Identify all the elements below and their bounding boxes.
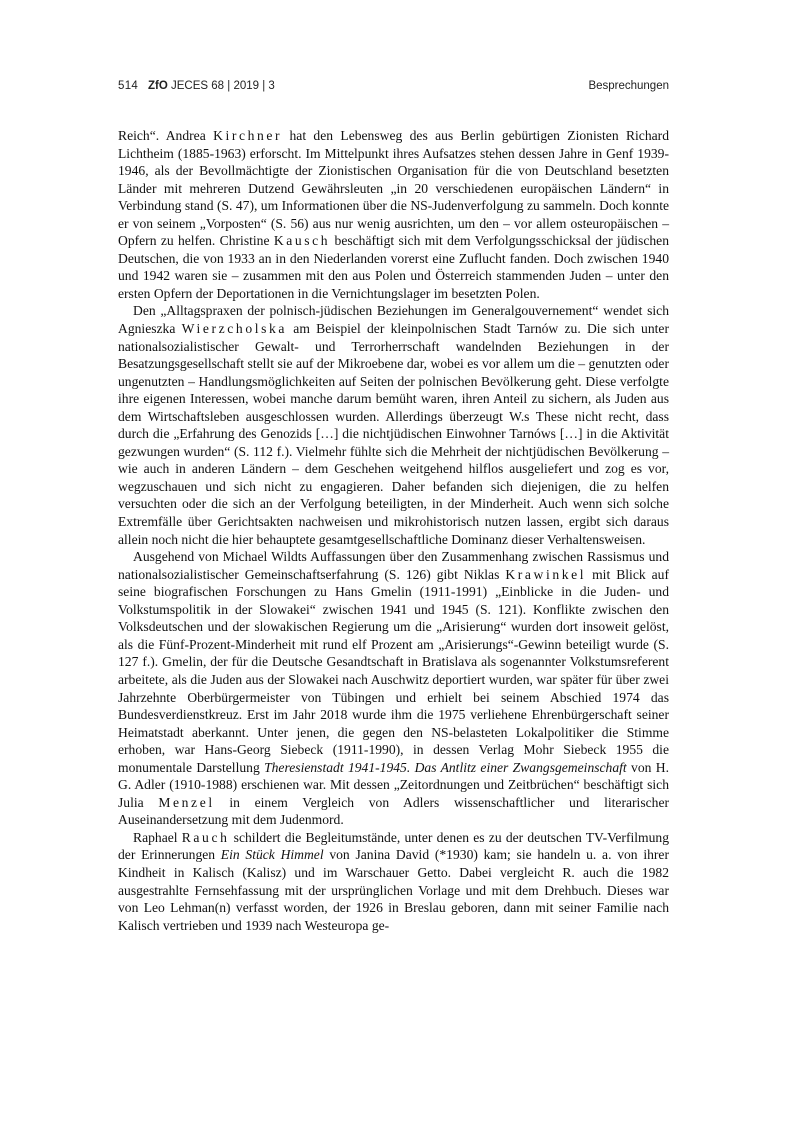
text-run: Reich“. Andrea	[118, 128, 214, 143]
section-title: Besprechungen	[588, 80, 669, 92]
author-name: Krawinkel	[505, 566, 587, 582]
text-run: von Janina David (*1930) kam; sie handeln u. a. von ihrer Kindheit in Kalisch (Kalisz) und im Warschauer Getto. Dabei vergleicht R. auch die 1982 ausgestrahlte Fernsehfassung mit der ursprünglichen Vorlage und mit dem Drehbuch. Dieses war von Leo Lehman(n) verfasst worden, der 1926 in Breslau geboren, dann mit seiner Familie nach Kalisch vertrieben und 1939 nach Westeuropa ge-	[118, 847, 669, 933]
text-run: von H. G. Adler (1910-1988) erschienen war. Mit dessen „Zeitordnungen und Zeitbrüchen“ beschäftigt sich Julia	[118, 759, 669, 810]
author-name: Kausch	[273, 233, 331, 249]
running-head	[118, 80, 669, 96]
paragraph-1	[118, 127, 669, 302]
author-name: Wierzcholska	[181, 321, 288, 337]
text-run: Ausgehend von Michael Wildts Auffassungen über den Zusammenhang zwischen Rassismus und nationalsozialistischer Gemeinschaftserfahrung (S. 126) gibt Niklas	[118, 549, 669, 582]
work-title: Theresienstadt 1941-1945. Das Antlitz einer Zwangsgemeinschaft	[264, 759, 627, 775]
paragraph-3	[118, 548, 669, 829]
text-run: Den „Alltagspraxen der polnisch-jüdischen Beziehungen im Generalgouvernement“ wendet sich Agnieszka	[118, 303, 669, 337]
text-run: mit Blick auf seine biografischen Forschungen zu Hans Gmelin (1911-1991) „Einblicke in die Juden- und Volkstumspolitik in der Slowakei“ zwischen 1941 und 1945 (S. 121). Konflikte zwischen den Volksdeutschen und der slowakischen Regierung um die „Arisierung“ wurden dort insoweit gelöst, als die Fünf-Prozent-Minderheit mit rund elf Prozent am „Arisierungs“-Gewinn beteiligt wurde (S. 127 f.). Gmelin, der für die Deutsche Gesandtschaft in Bratislava als sogenannter Volkstumsreferent arbeitete, als die Juden aus der Slowakei nach Auschwitz deportiert wurden, war später für über zwei Jahrzehnte Oberbürgermeister von Tübingen und erhielt bei seinem Abschied 1974 das Bundesverdienstkreuz. Erst im Jahr 2018 wurde ihm die 1975 verliehene Ehrenbürgerschaft seiner Heimatstadt aberkannt. Unter jenen, die gegen den NS-belasteten Lokalpolitiker die Stimme erhoben, war Hans-Georg Siebeck (1911-1990), in dessen Verlag Mohr Siebeck 1955 die monumentale Darstellung	[118, 566, 670, 775]
journal-citation	[148, 80, 275, 92]
journal-issue: JECES 68 | 2019 | 3	[171, 80, 275, 92]
paragraph-2	[118, 302, 669, 548]
journal-abbreviation: ZfO	[148, 80, 168, 92]
text-run: beschäftigt sich mit dem Verfolgungsschicksal der jüdischen Deutschen, die von 1933 an in den Niederlanden vorerst eine Zuflucht fanden. Doch zwischen 1940 und 1942 waren sie – zusammen mit den aus Polen und Österreich stammenden Juden – unter den ersten Opfern der Deportationen in die Vernichtungslager im besetzten Polen.	[118, 233, 669, 301]
work-title: Ein Stück Himmel	[220, 847, 324, 863]
text-run: am Beispiel der kleinpolnischen Stadt Tarnów zu. Die sich unter nationalsozialistischer Gewalt- und Terrorherrschaft wandelnden Beziehungen in der Besatzungsgesellschaft stellt sie auf der Mikroebene dar, wobei es vor allem um die – genutzten oder ungenutzten – Handlungsmöglichkeiten auf Seiten der polnischen Bevölkerung geht. Diese verfolgte ihre eigenen Interessen, wobei manche darum bemüht waren, ihren Anteil zu sichern, als Juden aus dem Wirtschaftsleben ausgeschlossen wurden. Allerdings überzeugt W.s These nicht recht, dass durch die „Erfahrung des Genozids […] die nichtjüdischen Einwohner Tarnóws […] in die Aktivität gezwungen wurden“ (S. 112 f.). Vielmehr fühlte sich die Mehrheit der nichtjüdischen Bevölkerung – wie auch in anderen Ländern – dem Geschehen weitgehend hilflos ausgeliefert und zog es vor, wegzuschauen und sich nicht zu engagieren. Daher befanden sich diejenigen, die zu helfen versuchten oder die sich an der Verfolgung beteiligten, in der Minderheit. Auch wenn sich solche Extremfälle über Gerichtsakten nachweisen und mikrohistorisch nutzen lassen, ergibt sich daraus allein noch nicht die hier behauptete gesamtgesellschaftliche Dominanz dieser Verhaltensweisen.	[118, 321, 669, 547]
author-name: Rauch	[181, 829, 230, 845]
text-run: hat den Lebensweg des aus Berlin gebürtigen Zionisten Richard Lichtheim (1885-1963) erforscht. Im Mittelpunkt ihres Aufsatzes stehen dessen Jahre in Genf 1939-1946, als der Bevollmächtigte der Zionistischen Organisation für die von Deutschland besetzten Länder mit mehreren Dutzend Gewährsleuten „in 20 verschiedenen europäischen Ländern“ in Verbindung stand (S. 47), um Informationen über die NS-Judenverfolgung zu sammeln. Doch konnte er von seinem „Vorposten“ (S. 56) aus nur wenig ausrichten, um den – vor allem osteuropäischen – Opfern zu helfen. Christine	[118, 128, 669, 249]
page-number: 514	[118, 80, 139, 92]
author-name: Kirchner	[213, 128, 283, 143]
paragraph-4	[118, 829, 669, 934]
text-run: in einem Vergleich von Adlers wissenschaftlicher und literarischer Auseinandersetzung mit dem Judenmord.	[118, 794, 669, 828]
text-run: schildert die Begleitumstände, unter denen es zu der deutschen TV-Verfilmung der Erinnerungen	[118, 829, 670, 863]
body-text	[118, 127, 669, 934]
text-run: Raphael	[133, 829, 182, 845]
author-name: Menzel	[158, 794, 215, 810]
